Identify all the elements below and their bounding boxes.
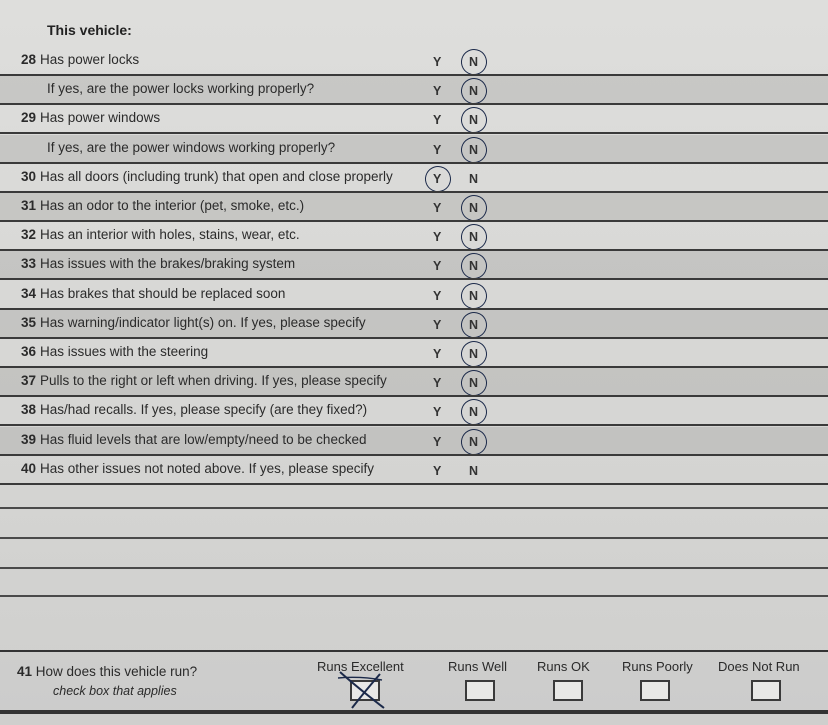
question-41-instruction: check box that applies (53, 684, 177, 698)
question-text: Has an odor to the interior (pet, smoke, etc.) (40, 198, 305, 213)
checkbox-runs-well[interactable] (465, 680, 495, 701)
question-text: Has all doors (including trunk) that open and close properly (40, 168, 393, 184)
question-row (0, 76, 828, 105)
question-number: 29 (21, 110, 37, 126)
blank-line (0, 567, 828, 569)
no-option[interactable]: N (469, 113, 479, 128)
question-number: 37 (21, 373, 37, 389)
no-option[interactable]: N (469, 230, 479, 245)
question-text: Has issues with the brakes/braking system (40, 256, 296, 272)
question-number: 31 (21, 198, 37, 213)
yes-option[interactable]: Y (433, 113, 442, 128)
no-option[interactable]: N (469, 259, 479, 274)
checkbox-runs-poorly[interactable] (640, 680, 670, 701)
question-label (47, 81, 314, 96)
question-number: 40 (21, 460, 37, 476)
question-number: 39 (21, 431, 37, 447)
question-text: Has fluid levels that are low/empty/need to be checked (40, 431, 367, 447)
question-text: If yes, are the power windows working properly? (47, 139, 336, 155)
yes-option[interactable]: Y (433, 84, 442, 99)
question-text: If yes, are the power locks working properly? (47, 81, 315, 97)
question-label (21, 286, 285, 301)
question-41-box (0, 650, 828, 714)
yes-option[interactable]: Y (433, 259, 442, 274)
question-number: 38 (21, 402, 37, 418)
question-text: Pulls to the right or left when driving. If yes, please specify (40, 373, 387, 389)
question-label (21, 344, 208, 359)
blank-line (0, 537, 828, 539)
yes-option[interactable]: Y (433, 317, 442, 332)
question-text: Has issues with the steering (40, 344, 209, 359)
question-number: 30 (21, 168, 37, 184)
no-option[interactable]: N (469, 405, 479, 420)
question-number: 34 (21, 285, 37, 301)
question-text: Has power locks (40, 52, 140, 67)
question-text: Has an interior with holes, stains, wear, etc. (40, 227, 300, 243)
question-number: 36 (21, 344, 37, 359)
no-option[interactable]: N (469, 463, 479, 478)
checkbox-runs-excellent[interactable] (350, 680, 380, 701)
yes-option[interactable]: Y (433, 463, 442, 478)
question-label (21, 256, 295, 271)
no-option[interactable]: N (469, 288, 479, 303)
option-does-not-run-label: Does Not Run (718, 659, 800, 674)
section-title: This vehicle: (47, 22, 132, 38)
yes-option[interactable]: Y (433, 55, 442, 69)
question-row (0, 222, 828, 251)
question-row (0, 397, 828, 426)
question-label (21, 169, 393, 184)
question-label (21, 461, 374, 476)
question-text: Has power windows (40, 110, 161, 126)
no-option[interactable]: N (469, 347, 479, 361)
question-number: 33 (21, 256, 37, 272)
yes-option[interactable]: Y (433, 376, 442, 391)
question-text: Has brakes that should be replaced soon (40, 285, 286, 301)
yes-option[interactable]: Y (433, 142, 442, 157)
question-label (21, 373, 387, 388)
row-rule (0, 483, 828, 485)
question-row (0, 47, 828, 76)
no-option[interactable]: N (469, 142, 479, 157)
question-text: Has warning/indicator light(s) on. If yes, please specify (40, 314, 366, 330)
question-text: Has/had recalls. If yes, please specify (are they fixed?) (40, 402, 368, 418)
question-number: 28 (21, 52, 37, 67)
no-option[interactable]: N (469, 376, 479, 391)
question-text: How does this vehicle run? (35, 664, 198, 679)
question-row (0, 135, 828, 164)
yes-option[interactable]: Y (433, 434, 442, 449)
question-number: 32 (21, 227, 37, 243)
blank-line (0, 595, 828, 597)
question-row (0, 456, 828, 485)
option-runs-poorly-label: Runs Poorly (622, 659, 693, 674)
question-row (0, 281, 828, 310)
question-row (0, 164, 828, 193)
yes-option[interactable]: Y (433, 171, 442, 186)
question-label (21, 432, 366, 447)
option-runs-excellent-label: Runs Excellent (317, 659, 404, 674)
question-label (21, 52, 139, 67)
yes-option[interactable]: Y (433, 201, 442, 215)
question-label (21, 227, 300, 242)
question-41-label (17, 664, 197, 679)
no-option[interactable]: N (469, 434, 479, 449)
question-row (0, 339, 828, 368)
question-text: Has other issues not noted above. If yes, please specify (40, 460, 374, 476)
option-runs-ok-label: Runs OK (537, 659, 590, 674)
no-option[interactable]: N (469, 317, 479, 332)
blank-line (0, 507, 828, 509)
question-row (0, 105, 828, 134)
question-row (0, 193, 828, 222)
option-runs-well-label: Runs Well (448, 659, 508, 674)
no-option[interactable]: N (469, 55, 479, 69)
question-row (0, 427, 828, 456)
question-row (0, 251, 828, 280)
question-row (0, 310, 828, 339)
yes-option[interactable]: Y (433, 405, 442, 420)
question-row (0, 368, 828, 397)
bottom-divider (0, 710, 828, 712)
question-label (47, 140, 335, 155)
no-option[interactable]: N (469, 201, 479, 215)
yes-option[interactable]: Y (433, 347, 442, 361)
question-number: 41 (17, 664, 33, 679)
checkbox-does-not-run[interactable] (751, 680, 781, 701)
yes-option[interactable]: Y (433, 288, 442, 303)
question-number: 35 (21, 314, 37, 330)
no-option[interactable]: N (469, 171, 479, 186)
question-label (21, 315, 366, 330)
question-label (21, 110, 160, 125)
question-label (21, 402, 367, 417)
checkbox-runs-ok[interactable] (553, 680, 583, 701)
check-mark-icon (336, 668, 396, 712)
yes-option[interactable]: Y (433, 230, 442, 245)
no-option[interactable]: N (469, 84, 479, 99)
question-label (21, 198, 304, 213)
